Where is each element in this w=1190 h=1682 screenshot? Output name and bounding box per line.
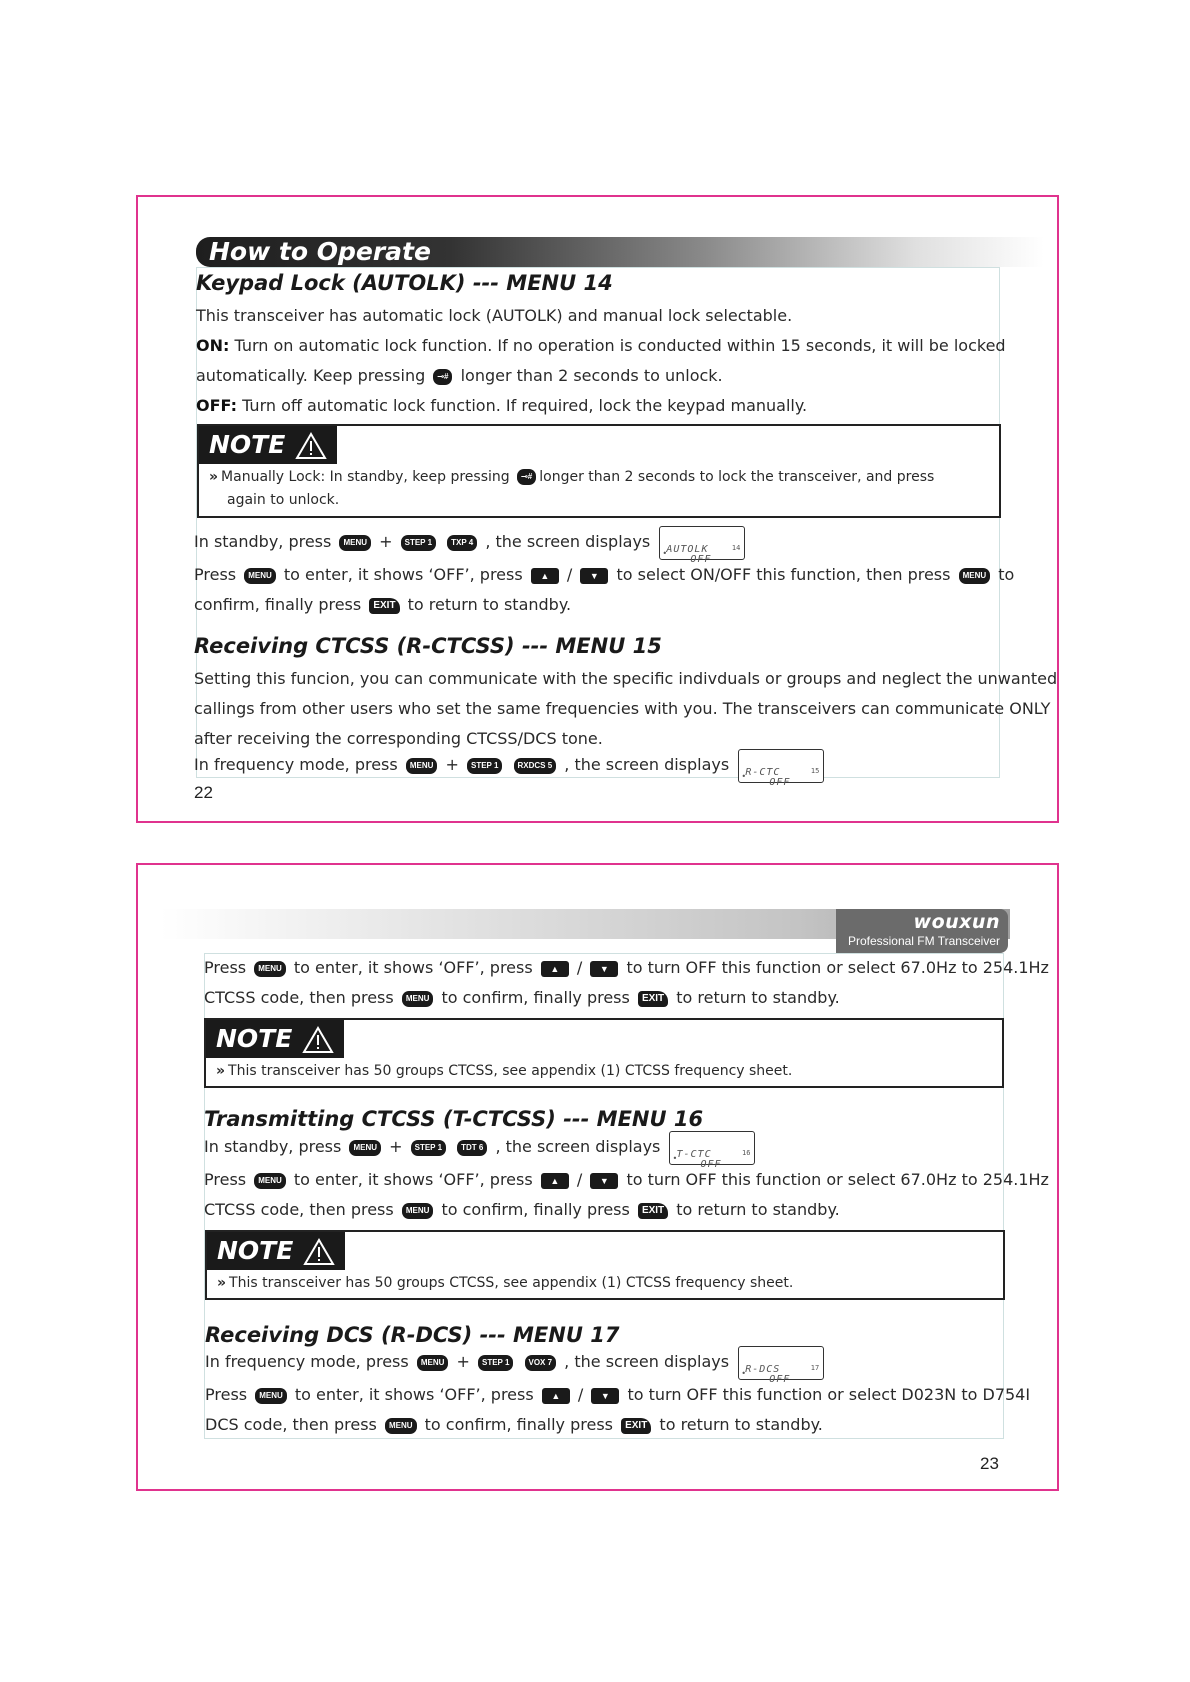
- rctcss-step3: CTCSS code, then press MENU to confirm, finally press EXIT to return to standby.: [204, 988, 840, 1007]
- menu-key-icon: MENU: [339, 535, 371, 551]
- rctcss-line3: after receiving the corresponding CTCSS/DCS tone.: [194, 729, 603, 748]
- manual-page-23: [136, 863, 1059, 1491]
- exit-key-icon: EXIT: [621, 1418, 651, 1434]
- page-number: 22: [194, 783, 213, 802]
- txp4-key-icon: TXP 4: [447, 535, 477, 551]
- page-number: 23: [980, 1454, 999, 1473]
- lcd-display-menu14: • AUTOLK OFF 14: [659, 526, 745, 560]
- note-heading: NOTE: [206, 1020, 344, 1058]
- section-title-menu17: Receiving DCS (R-DCS) --- MENU 17: [205, 1323, 620, 1347]
- autolk-intro: This transceiver has automatic lock (AUTOLK) and manual lock selectable.: [196, 306, 793, 325]
- note-box: [204, 1018, 1004, 1088]
- menu17-step3: DCS code, then press MENU to confirm, finally press EXIT to return to standby.: [205, 1415, 823, 1434]
- note-heading: NOTE: [207, 1232, 345, 1270]
- menu14-step2: Press MENU to enter, it shows ‘OFF’, press ▲ / ▼ to select ON/OFF this function, then press MENU to: [194, 565, 1015, 584]
- note-text: » This transceiver has 50 groups CTCSS, see appendix (1) CTCSS frequency sheet.: [216, 1063, 793, 1079]
- exit-key-icon: EXIT: [369, 598, 399, 614]
- step1-key-icon: STEP 1: [467, 758, 502, 774]
- down-key-icon: ▼: [590, 1173, 618, 1189]
- down-key-icon: ▼: [590, 961, 618, 977]
- note-text: » This transceiver has 50 groups CTCSS, see appendix (1) CTCSS frequency sheet.: [217, 1275, 794, 1291]
- section-title-menu16: Transmitting CTCSS (T-CTCSS) --- MENU 16: [204, 1107, 704, 1131]
- up-key-icon: ▲: [531, 568, 559, 584]
- step1-key-icon: STEP 1: [478, 1355, 513, 1371]
- on-label: ON:: [196, 336, 230, 355]
- menu-key-icon: MENU: [402, 1203, 434, 1219]
- menu16-step1: In standby, press MENU + STEP 1 TDT 6 , the screen displays • T-CTC OFF 16: [204, 1130, 755, 1165]
- up-key-icon: ▲: [542, 1388, 570, 1404]
- menu-key-icon: MENU: [254, 1173, 286, 1189]
- chevron-right-icon: »: [216, 1063, 226, 1079]
- off-label: OFF:: [196, 396, 237, 415]
- brand-subtitle: Professional FM Transceiver: [847, 934, 1000, 948]
- menu-key-icon: MENU: [244, 568, 276, 584]
- rctcss-step2: Press MENU to enter, it shows ‘OFF’, press ▲ / ▼ to turn OFF this function or select 67.0Hz to 254.1Hz: [204, 958, 1049, 977]
- down-key-icon: ▼: [591, 1388, 619, 1404]
- menu16-step3: CTCSS code, then press MENU to confirm, finally press EXIT to return to standby.: [204, 1200, 840, 1219]
- on-description: ON: Turn on automatic lock function. If no operation is conducted within 15 seconds, it will be locked: [196, 336, 1006, 355]
- note-box: [205, 1230, 1005, 1300]
- off-description: OFF: Turn off automatic lock function. If required, lock the keypad manually.: [196, 396, 808, 415]
- rctcss-line1: Setting this funcion, you can communicate with the specific indivduals or groups and neglect the unwanted: [194, 669, 1058, 688]
- exit-key-icon: EXIT: [638, 1203, 668, 1219]
- chevron-right-icon: »: [209, 469, 219, 485]
- menu17-step1: In frequency mode, press MENU + STEP 1 VOX 7 , the screen displays • R-DCS OFF 17: [205, 1345, 824, 1380]
- menu-key-icon: MENU: [417, 1355, 449, 1371]
- tdt6-key-icon: TDT 6: [457, 1140, 487, 1156]
- menu-key-icon: MENU: [406, 758, 438, 774]
- lock-key-icon: ⊸#: [517, 469, 536, 485]
- menu15-step1: In frequency mode, press MENU + STEP 1 RXDCS 5 , the screen displays • R-CTC OFF 15: [194, 748, 824, 783]
- chevron-right-icon: »: [217, 1275, 227, 1291]
- brand-badge: [836, 909, 1008, 953]
- up-key-icon: ▲: [541, 1173, 569, 1189]
- note-text: » Manually Lock: In standby, keep pressing ⊸# longer than 2 seconds to lock the transceiver, and press again to unlock.: [209, 469, 935, 508]
- step1-key-icon: STEP 1: [401, 535, 436, 551]
- menu14-step3: confirm, finally press EXIT to return to standby.: [194, 595, 572, 614]
- menu-key-icon: MENU: [402, 991, 434, 1007]
- section-title-menu15: Receiving CTCSS (R-CTCSS) --- MENU 15: [194, 634, 662, 658]
- step1-key-icon: STEP 1: [411, 1140, 446, 1156]
- note-box: [197, 424, 1001, 518]
- lcd-display-menu15: • R-CTC OFF 15: [738, 749, 824, 783]
- rxdcs5-key-icon: RXDCS 5: [514, 758, 557, 774]
- lock-key-icon: ⊸#: [433, 369, 452, 385]
- menu-key-icon: MENU: [349, 1140, 381, 1156]
- down-key-icon: ▼: [580, 568, 608, 584]
- warning-icon: [302, 1026, 334, 1054]
- menu-key-icon: MENU: [959, 568, 991, 584]
- section-title-menu14: Keypad Lock (AUTOLK) --- MENU 14: [196, 271, 613, 295]
- note-heading: NOTE: [199, 426, 337, 464]
- menu14-step1: In standby, press MENU + STEP 1 TXP 4 , the screen displays • AUTOLK OFF 14: [194, 525, 745, 560]
- lcd-display-menu16: • T-CTC OFF 16: [669, 1131, 755, 1165]
- menu-key-icon: MENU: [385, 1418, 417, 1434]
- rctcss-line2: callings from other users who set the same frequencies with you. The transceivers can communicate ONLY: [194, 699, 1051, 718]
- menu16-step2: Press MENU to enter, it shows ‘OFF’, press ▲ / ▼ to turn OFF this function or select 67.0Hz to 254.1Hz: [204, 1170, 1049, 1189]
- menu-key-icon: MENU: [254, 961, 286, 977]
- warning-icon: [303, 1238, 335, 1266]
- manual-page-22: [136, 195, 1059, 823]
- vox7-key-icon: VOX 7: [525, 1355, 557, 1371]
- warning-icon: [295, 432, 327, 460]
- lcd-display-menu17: • R-DCS OFF 17: [738, 1346, 824, 1380]
- exit-key-icon: EXIT: [638, 991, 668, 1007]
- up-key-icon: ▲: [541, 961, 569, 977]
- menu17-step2: Press MENU to enter, it shows ‘OFF’, press ▲ / ▼ to turn OFF this function or select D023N to D754I: [205, 1385, 1031, 1404]
- on-description-cont: automatically. Keep pressing ⊸# longer than 2 seconds to unlock.: [196, 366, 723, 385]
- brand-logo: wouxun: [913, 911, 1000, 933]
- menu-key-icon: MENU: [255, 1388, 287, 1404]
- section-header: How to Operate: [196, 237, 1044, 267]
